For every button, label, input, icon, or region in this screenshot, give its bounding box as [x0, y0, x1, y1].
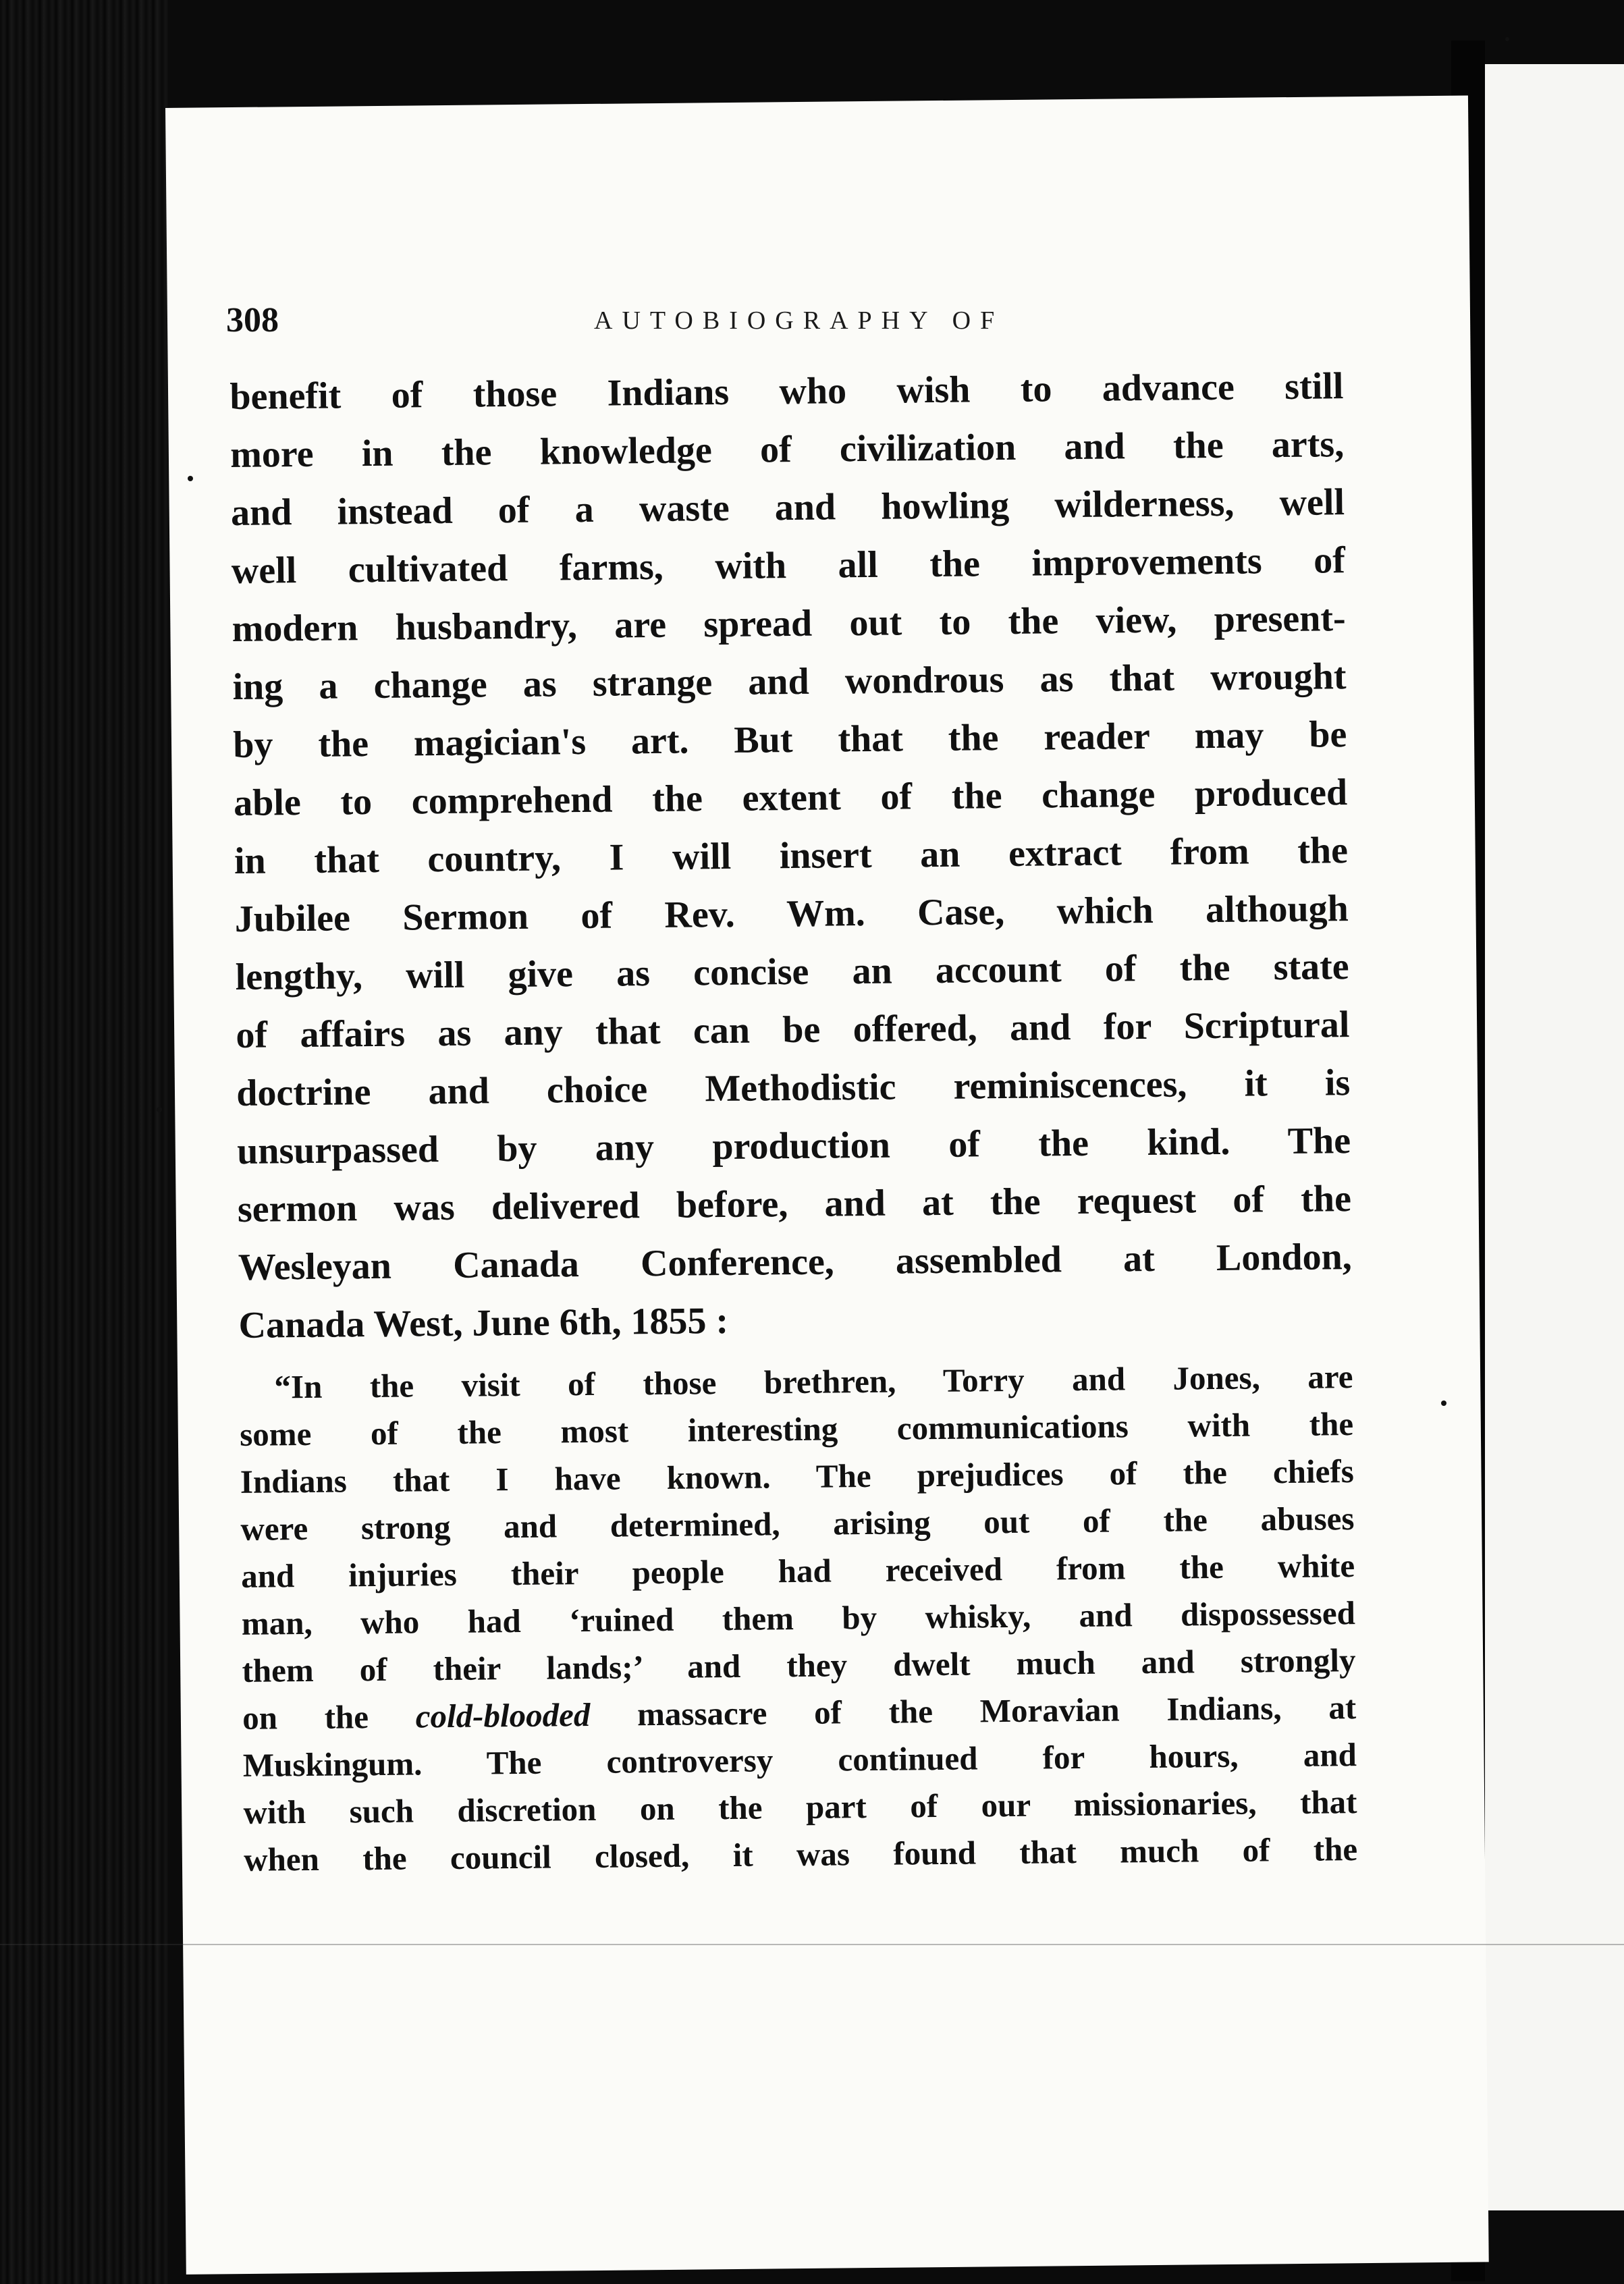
page-header	[226, 300, 1340, 354]
dust-speck	[1505, 37, 1509, 41]
text-line: by the magician's art. But that the reader may be	[233, 713, 1347, 766]
text-line: benefit of those Indians who wish to advance still	[229, 365, 1344, 418]
text-line: ing a change as strange and wondrous as that wrought	[232, 655, 1347, 708]
page-body	[229, 357, 1357, 1884]
text-line: well cultivated farms, with all the improvements of	[231, 539, 1346, 592]
dust-speck	[188, 476, 193, 481]
dust-speck	[157, 1107, 162, 1112]
quote-line: were strong and determined, arising out of the abuses	[240, 1500, 1355, 1548]
book-binding-edge	[0, 0, 169, 2284]
text-line: of affairs as any that can be offered, and for Scriptural	[236, 1004, 1350, 1056]
text-line: doctrine and choice Methodistic reminiscences, it is	[236, 1062, 1351, 1114]
quote-line-start: on the	[242, 1697, 416, 1737]
quote-line: Muskingum. The controversy continued for hours, and	[242, 1736, 1357, 1784]
text-line: modern husbandry, are spread out to the view, present-	[232, 597, 1346, 650]
facing-page-edge	[1485, 64, 1624, 2210]
quote-line: Indians that I have known. The prejudices of the chiefs	[240, 1452, 1355, 1500]
text-line: in that country, I will insert an extract from the	[234, 830, 1349, 882]
italic-emphasis: cold-blooded	[415, 1695, 591, 1735]
page-number: 308	[226, 301, 279, 339]
quote-line: “In the visit of those brethren, Torry and Jones, are	[274, 1358, 1353, 1406]
scan-fold-line	[0, 1944, 1624, 1945]
quote-line: some of the most interesting communications with the	[239, 1405, 1354, 1453]
text-line: more in the knowledge of civilization and the arts,	[229, 423, 1345, 476]
text-line: able to comprehend the extent of the change produced	[233, 771, 1348, 824]
quote-line: and injuries their people had received from the white	[240, 1547, 1355, 1595]
text-line: sermon was delivered before, and at the request of the	[237, 1178, 1352, 1230]
quote-line: them of their lands;’ and they dwelt much and strongly	[242, 1641, 1356, 1689]
quote-line: with such discretion on the part of our missionaries, that	[243, 1783, 1357, 1831]
text-line: Wesleyan Canada Conference, assembled at London,	[238, 1236, 1353, 1288]
sermon-extract	[239, 1353, 1357, 1884]
text-line: lengthy, will give as concise an account of the state	[235, 946, 1349, 998]
running-head: AUTOBIOGRAPHY OF	[594, 306, 1004, 335]
text-line: Jubilee Sermon of Rev. Wm. Case, which although	[234, 888, 1349, 940]
quote-line: man, who had ‘ruined them by whisky, and dispossessed	[241, 1594, 1356, 1642]
text-line: Canada West, June 6th, 1855 :	[238, 1299, 729, 1347]
quote-line: when the council closed, it was found that much of the	[243, 1830, 1358, 1878]
main-paragraph	[229, 357, 1353, 1355]
text-line: unsurpassed by any production of the kind. The	[236, 1120, 1351, 1172]
dust-speck	[1441, 1401, 1446, 1406]
quote-line-end: massacre of the Moravian Indians, at	[590, 1689, 1357, 1733]
text-line: and instead of a waste and howling wilderness, well	[230, 481, 1345, 534]
